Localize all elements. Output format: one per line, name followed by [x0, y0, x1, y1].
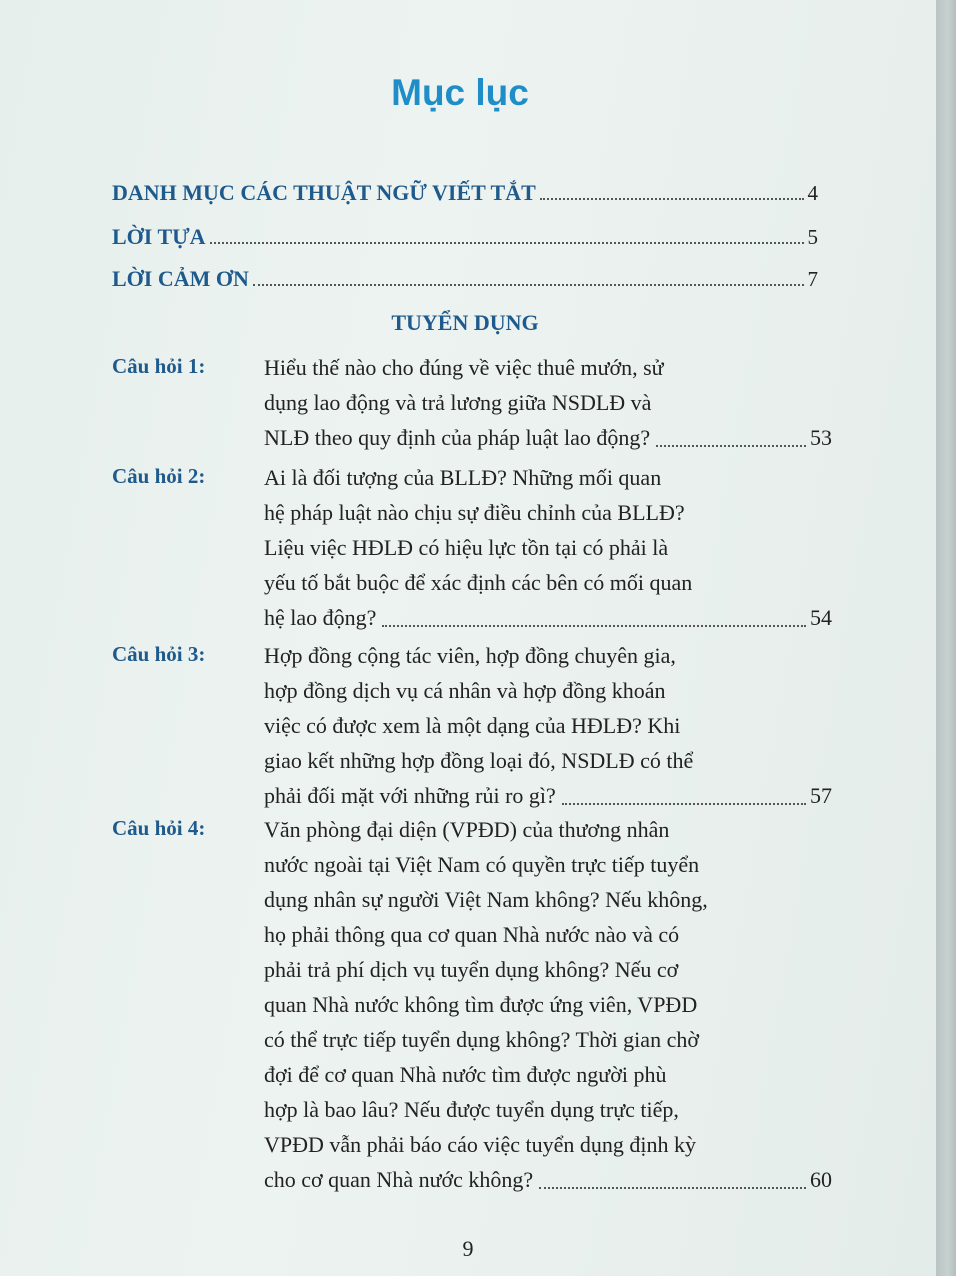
page-title: Mục lục: [391, 72, 529, 113]
toc-entry-page: 4: [807, 181, 818, 205]
question-line: hợp là bao lâu? Nếu được tuyển dụng trực tiếp,: [264, 1097, 679, 1122]
dot-leader: [539, 1187, 806, 1189]
dot-leader: [253, 284, 804, 286]
question-line: quan Nhà nước không tìm được ứng viên, VPĐD: [264, 992, 698, 1017]
question-line: đợi để cơ quan Nhà nước tìm được người phù: [264, 1062, 667, 1087]
toc-entry-abbreviations: [112, 180, 818, 206]
question-line: Liệu việc HĐLĐ có hiệu lực tồn tại có phải là: [264, 535, 669, 560]
question-label: Câu hỏi 4:: [112, 816, 206, 840]
question-last-line: [264, 420, 832, 455]
question-line: VPĐD vẫn phải báo cáo việc tuyển dụng định kỳ: [264, 1132, 696, 1157]
question-line: giao kết những hợp đồng loại đó, NSDLĐ có thể: [264, 748, 694, 773]
dot-leader: [540, 198, 804, 200]
question-line: có thể trực tiếp tuyển dụng không? Thời gian chờ: [264, 1027, 699, 1052]
toc-entry-page: 5: [807, 225, 818, 249]
book-page-edge: [936, 0, 956, 1276]
question-text: [264, 812, 832, 1197]
question-line: họ phải thông qua cơ quan Nhà nước nào và có: [264, 922, 680, 947]
question-label: Câu hỏi 2:: [112, 464, 206, 488]
toc-entry-page: 7: [807, 267, 818, 291]
toc-entry-preface: [112, 224, 818, 250]
toc-entry-label: LỜI CẢM ƠN: [112, 266, 249, 291]
dot-leader: [210, 242, 804, 244]
question-last-line: [264, 600, 832, 635]
dot-leader: [656, 445, 806, 447]
question-line: Ai là đối tượng của BLLĐ? Những mối quan: [264, 465, 662, 490]
question-line: dụng nhân sự người Việt Nam không? Nếu không,: [264, 887, 708, 912]
question-text: [264, 350, 832, 455]
dot-leader: [562, 803, 806, 805]
toc-entry-label: DANH MỤC CÁC THUẬT NGỮ VIẾT TẮT: [112, 180, 536, 205]
dot-leader: [382, 625, 806, 627]
question-line: hệ pháp luật nào chịu sự điều chỉnh của BLLĐ?: [264, 500, 685, 525]
question-last-line: [264, 1162, 832, 1197]
question-line: nước ngoài tại Việt Nam có quyền trực tiếp tuyển: [264, 852, 700, 877]
question-line: phải trả phí dịch vụ tuyển dụng không? Nếu cơ: [264, 957, 679, 982]
question-last-line: [264, 778, 832, 813]
question-text: [264, 460, 832, 635]
question-line: yếu tố bắt buộc để xác định các bên có mối quan: [264, 570, 693, 595]
question-page: 60: [810, 1167, 832, 1192]
question-line: Văn phòng đại diện (VPĐD) của thương nhân: [264, 817, 670, 842]
question-line: Hiểu thế nào cho đúng về việc thuê mướn, sử: [264, 355, 664, 380]
question-page: 57: [810, 783, 832, 808]
question-text: [264, 638, 832, 813]
question-line: hợp đồng dịch vụ cá nhân và hợp đồng khoán: [264, 678, 666, 703]
page-number: 9: [462, 1236, 474, 1261]
question-page: 54: [810, 605, 832, 630]
question-line: Hợp đồng cộng tác viên, hợp đồng chuyên gia,: [264, 643, 676, 668]
question-line: việc có được xem là một dạng của HĐLĐ? Khi: [264, 713, 681, 738]
question-line: cho cơ quan Nhà nước không?: [264, 1167, 534, 1192]
toc-entry-label: LỜI TỰA: [112, 224, 206, 249]
question-label: Câu hỏi 1:: [112, 354, 206, 378]
question-line: dụng lao động và trả lương giữa NSDLĐ và: [264, 390, 652, 415]
question-line: phải đối mặt với những rủi ro gì?: [264, 783, 556, 808]
question-page: 53: [810, 425, 832, 450]
question-line: hệ lao động?: [264, 605, 377, 630]
question-label: Câu hỏi 3:: [112, 642, 206, 666]
question-line: NLĐ theo quy định của pháp luật lao động?: [264, 425, 651, 450]
toc-entry-acknowledgements: [112, 266, 818, 292]
section-heading: TUYỂN DỤNG: [391, 310, 539, 335]
